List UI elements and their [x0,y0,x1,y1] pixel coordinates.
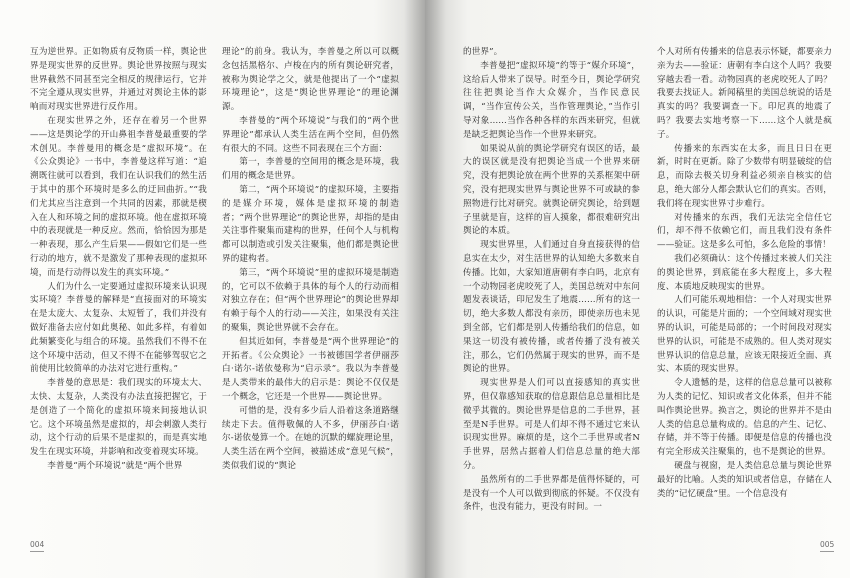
book-gutter-shadow [404,0,446,578]
left-page-column-1 [30,46,207,546]
paragraph: 第一，李普曼的空间用的概念是环境，我们用的概念是世界。 [222,157,399,182]
paragraph: 硬盘与视窗，是人类信息总量与舆论世界最好的比喻。人类的知识或者信息，存储在人类的“记忆硬盘”里。一个信息没有 [657,460,832,499]
right-page-column-1 [463,46,640,546]
paragraph: 我们必须确认：这个传播过来被人们关注的舆论世界，到底能在多大程度上，多大程度、本质地反映现实的世界。 [657,253,832,292]
paragraph: 现实世界里，人们通过自身直接获得的信息实在太少，对生活世界的认知绝大多数来自传播。比如，大家知道唐朝有李白吗，北京有一个动物园老虎咬死了人，美国总统对中东问题发表谈话，印尼发生了地震……所有的这一切，绝大多数人都没有亲历，即使亲历也未见到全部，它们都是别人传播给我们的信息，如果这一切没有被传播，或者传播了没有被关注，那么，它们仍然属于现实的世界，而不是舆论的世界。 [463,240,640,375]
paragraph: 理论”的前身。我认为，李普曼之所以可以概念包括黑格尔、卢梭在内的所有舆论研究者，被称为舆论学之父，就是他提出了一个“虚拟环境理论”，这是“舆论世界理论”的理论渊源。 [222,47,399,113]
paragraph: 可惜的是，没有多少后人沿着这条道路继续走下去。值得敬佩的人不多，伊丽莎白·诺尔-诺依曼算一个。在她的沉默的螺旋理论里，人类生活在两个空间，被描述成“意见气候”，类似我们说的“舆论 [222,405,399,471]
paragraph: 虽然所有的二手世界都是值得怀疑的，可是没有一个人可以做到彻底的怀疑。不仅没有条件，也没有能力，更没有时间。一 [463,474,640,513]
paragraph: 令人遗憾的是，这样的信息总量可以被称为人类的记忆、知识或者文化体系，但并不能叫作舆论世界。换言之，舆论的世界并不是由人类的信息总量构成的。信息的产生、记忆、存储，并不等于传播。即便是信息的传播也没有完全形成关注聚集的，也不是舆论的世界。 [657,378,832,458]
paragraph: 互为逆世界。正如物质有反物质一样，舆论世界是现实世界的反世界。舆论世界按照与现实世界截然不同甚至完全相反的规律运行，它并不完全遵从现实世界，并通过对舆论主体的影响而对现实世界进行反作用。 [30,47,207,113]
page-number [30,540,44,552]
right-page-column-2 [657,46,832,546]
paragraph: 人们为什么一定要通过虚拟环境来认识现实环境？李普曼的解释是“直接面对的环境实在是太庞大、太复杂、太短暂了，我们并没有做好准备去应付如此奥秘、如此多样，有着如此频繁变化与组合的环境。虽然我们不得不在这个环境中活动，但又不得不在能够驾驭它之前使用比较简单的办法对它进行重构。” [30,281,207,375]
paragraph: 如果说从前的舆论学研究有误区的话，最大的误区就是没有把舆论当成一个世界来研究，没有把舆论放在两个世界的关系框架中研究，没有把现实世界与舆论世界不可或缺的参照物进行比对研究。就舆论研究舆论，给到题子里就是盲，这样的盲人摸象，都很难研究出舆论的本质。 [463,143,640,237]
page-number [820,540,834,552]
paragraph: 传播来的东西实在太多，而且日日在更新，时时在更新。除了少数带有明显破绽的信息，而除去极关切身利益必须亲自核实的信息，绝大部分人都会默认它们的真实。否则，我们将在现实世界寸步难行。 [657,143,832,209]
paragraph: 现实世界是人们可以直接感知的真实世界，但仅靠感知获取的信息跟信息总量相比是微乎其微的。舆论世界是信息的二手世界，甚至是N手世界。可是人们却不得不通过它来认识现实世界。麻烦的是，这个二手世界或者N手世界，居然占据着人们信息总量的绝大部分。 [463,378,640,471]
left-page-column-2 [222,46,399,546]
page-number-text: 004 [30,540,45,549]
paragraph: 的世界”。 [463,47,503,57]
paragraph: 第三，“两个环境说”里的虚拟环境是制造的，它可以不依赖于具体的每个人的行动而相对独立存在；但“两个世界理论”的舆论世界却有赖于每个人的行动——关注，如果没有关注的聚集，舆论世界就不会存在。 [222,267,399,333]
paragraph: 但其近如何，李普曼是“两个世界理论”的开拓者。《公众舆论》一书被德国学者伊丽莎白·诺尔-诺依曼称为“启示录”。我以为李普曼是人类带来的最伟大的启示是：舆论不仅仅是一个概念，它还是一个世界——舆论世界。 [222,336,399,402]
paragraph: 对传播来的东西，我们无法完全信任它们，却不得不依赖它们，而且我们没有条件——验证。这是多么可怕，多么危险的事情！ [657,212,832,251]
page-number-rule [820,551,834,552]
paragraph: 在现实世界之外，还存在着另一个世界——这是舆论学的开山鼻祖李普曼最重要的学术创见。李普曼用的概念是“虚拟环境”。在《公众舆论》一书中，李普曼这样写道：“追溯既往就可以看到，我们在认识我们的然生活于其中的那个环境时是多么的迂回曲折。”“我们尤其应当注意到一个共同的因素，那就是楔入在人和环境之间的虚拟环境。他在虚拟环境中的表现就是一种反应。然而，恰恰因为那是一种表现，那么产生后果——假如它们是一些行动的地方，就不是激发了那种表现的虚拟环境，而是行动得以发生的真实环境。” [30,115,207,278]
right-page [425,0,850,578]
paragraph: 李普曼把“虚拟环境”约等于“媒介环境”，这给后人带来了误导。时至今日，舆论学研究往往把舆论当作大众媒介，当作民意民调，“当作宣传公关，当作管理舆论，”当作引导对象……当作各种各样的东西来研究，但就是缺乏把舆论当作一个世界来研究。 [463,60,640,140]
paragraph: 李普曼“两个环境说”就是“两个世界 [47,460,183,471]
page-number-text: 005 [820,540,835,549]
paragraph: 李普曼的“两个环境说”与我们的“两个世界理论”都承认人类生活在两个空间，但仍然有很大的不同。这些不同表现在三个方面： [222,115,399,154]
paragraph: 个人对所有传播来的信息表示怀疑，都要亲力亲为去——验证：唐朝有李白这个人吗？我要穿越去看一看。动物园真的老虎咬死人了吗？我要去找证人。新闻稿里的美国总统说的话是真实的吗？我要调查一下。印尼真的地震了吗？我要去实地考察一下……这个人就是疯子。 [657,47,832,140]
paragraph: 李普曼的意思是：我们现实的环境太大、太快、太复杂，人类没有办法直接把握它，于是创造了一个简化的虚拟环境来间接地认识它。这个环境虽然是虚拟的，却会刺激人类行动，这个行动的后果不是虚拟的，而是真实地发生在现实环境，并影响和改变着现实环境。 [30,378,207,458]
paragraph: 第二，“两个环境说”的虚拟环境，主要指的是媒介环境，媒体是虚拟环境的制造者；“两个世界理论”的舆论世界，却指的是由关注事件聚集而建构的世界，任何个人与机构都可以制造或引发关注聚集，他们都是舆论世界的建构者。 [222,184,399,264]
paragraph: 人们可能乐观地相信：一个人对现实世界的认识，可能是片面的；一个空间域对现实世界的认识，可能是局部的；一个时间段对现实世界的认识，可能是不成熟的。但人类对现实世界认识的信息总量，应该无限接近全面、真实、本质的现实世界。 [657,295,832,375]
page-number-rule [30,551,44,552]
